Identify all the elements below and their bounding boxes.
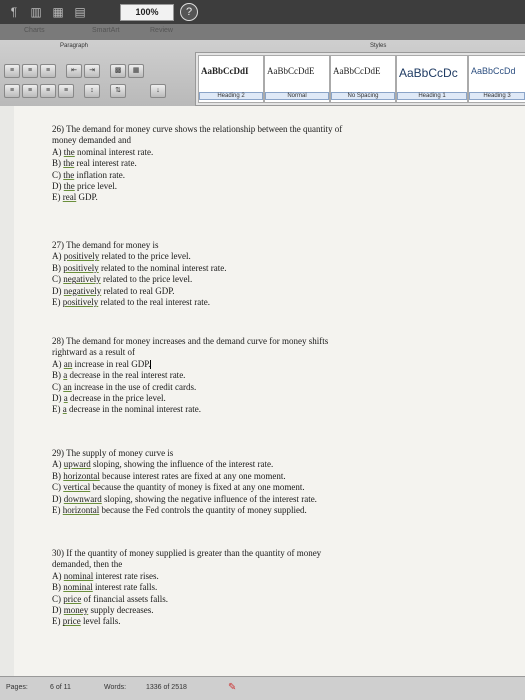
- option-text: real interest rate.: [74, 158, 137, 169]
- option-text: related to the real interest rate.: [98, 297, 210, 308]
- option-text: B): [52, 582, 61, 593]
- answer-option: [52, 274, 226, 285]
- answer-option: [52, 594, 321, 605]
- option-text: C): [52, 381, 61, 392]
- answer-option: [52, 616, 321, 627]
- option-text: related to the price level.: [100, 274, 193, 285]
- answer-option: [52, 170, 342, 181]
- option-text: interest rate rises.: [93, 570, 159, 581]
- text-cursor: [150, 360, 151, 369]
- underlined-word: horizontal: [63, 470, 100, 481]
- top-toolbar: [0, 0, 525, 24]
- numbering-icon[interactable]: ≡: [22, 64, 38, 78]
- align-left-icon[interactable]: ≡: [4, 84, 20, 98]
- option-text: E): [52, 505, 61, 516]
- underlined-word: the: [63, 158, 75, 169]
- tab-review[interactable]: Review: [150, 27, 173, 34]
- option-text: because the Fed controls the quantity of money supplied.: [99, 505, 307, 516]
- sidebar-icon[interactable]: ▥: [30, 5, 42, 19]
- words-count[interactable]: 1336 of 2518: [146, 684, 187, 691]
- align-right-icon[interactable]: ≡: [40, 84, 56, 98]
- option-text: decrease in the nominal interest rate.: [66, 404, 201, 415]
- option-text: D): [52, 181, 62, 192]
- shading-icon[interactable]: ▩: [110, 64, 126, 78]
- pages-label: Pages:: [6, 684, 28, 691]
- answer-option: [52, 251, 226, 262]
- answer-option: [52, 263, 226, 274]
- underlined-word: negatively: [63, 285, 102, 296]
- answer-option: [52, 494, 317, 505]
- underlined-word: a: [63, 370, 68, 381]
- help-icon[interactable]: ?: [180, 3, 198, 21]
- underlined-word: a: [62, 404, 67, 415]
- question-stem: 29) The supply of money curve is: [52, 448, 174, 458]
- answer-option: [52, 359, 328, 370]
- answer-option: [52, 404, 328, 415]
- answer-option: [52, 571, 321, 582]
- style-heading-2[interactable]: AaBbCcDdI Heading 2: [198, 55, 264, 103]
- option-text: D): [52, 493, 62, 504]
- option-text: decrease in the price level.: [67, 393, 166, 404]
- paragraph-group-label: Paragraph: [60, 43, 89, 49]
- underlined-word: a: [63, 393, 68, 404]
- answer-option: [52, 505, 317, 516]
- underlined-word: price: [63, 593, 82, 604]
- underlined-word: price: [62, 616, 81, 627]
- underlined-word: vertical: [63, 482, 91, 493]
- answer-option: [52, 192, 342, 203]
- answer-option: [52, 158, 342, 169]
- words-label: Words:: [104, 684, 127, 691]
- option-text: E): [52, 404, 61, 415]
- answer-option: [52, 382, 328, 393]
- option-text: sloping, showing the negative influence of the interest rate.: [101, 493, 317, 504]
- line-spacing-icon[interactable]: ↕: [84, 84, 100, 98]
- option-text: because interest rates are fixed at any one moment.: [99, 470, 286, 481]
- style-no-spacing[interactable]: AaBbCcDdE No Spacing: [330, 55, 396, 103]
- option-text: supply decreases.: [88, 605, 154, 616]
- align-center-icon[interactable]: ≡: [22, 84, 38, 98]
- ribbon-tabs: [0, 24, 525, 40]
- proofing-icon[interactable]: ✎: [228, 682, 237, 693]
- underlined-word: horizontal: [62, 505, 100, 516]
- underlined-word: real: [62, 192, 77, 203]
- option-text: increase in the use of credit cards.: [71, 381, 197, 392]
- answer-option: [52, 482, 317, 493]
- sort-icon[interactable]: ↓: [150, 84, 166, 98]
- option-text: A): [52, 146, 62, 157]
- question-stem: 30) If the quantity of money supplied is greater than the quantity of money: [52, 548, 322, 558]
- underlined-word: money: [63, 605, 89, 616]
- pilcrow-icon[interactable]: ¶: [10, 5, 18, 19]
- question-27: [52, 240, 226, 308]
- option-text: increase in real GDP.: [72, 358, 151, 369]
- option-text: related to real GDP.: [101, 285, 175, 296]
- underlined-word: positively: [62, 297, 99, 308]
- option-text: A): [52, 358, 62, 369]
- ribbon: [0, 40, 525, 107]
- question-stem: demanded, then the: [52, 559, 123, 570]
- option-text: D): [52, 605, 62, 616]
- option-text: sloping, showing the influence of the interest rate.: [90, 459, 274, 470]
- option-text: D): [52, 393, 62, 404]
- answer-option: [52, 605, 321, 616]
- question-stem: rightward as a result of: [52, 347, 135, 358]
- option-text: E): [52, 616, 61, 627]
- answer-option: [52, 471, 317, 482]
- option-text: C): [52, 482, 61, 493]
- option-text: B): [52, 470, 61, 481]
- multilevel-list-icon[interactable]: ≡: [40, 64, 56, 78]
- option-text: nominal interest rate.: [74, 146, 154, 157]
- answer-option: [52, 181, 342, 192]
- underlined-word: negatively: [63, 274, 101, 285]
- style-heading-1[interactable]: AaBbCcDc Heading 1: [396, 55, 468, 103]
- option-text: because the quantity of money is fixed at any one moment.: [90, 482, 305, 493]
- option-text: A): [52, 251, 62, 262]
- question-stem: money demanded and: [52, 135, 131, 146]
- option-text: GDP.: [76, 192, 98, 203]
- text-direction-icon[interactable]: ⇅: [110, 84, 126, 98]
- option-text: A): [52, 570, 62, 581]
- option-text: C): [52, 593, 61, 604]
- underlined-word: the: [63, 181, 75, 192]
- underlined-word: the: [63, 146, 75, 157]
- justify-icon[interactable]: ≡: [58, 84, 74, 98]
- zoom-field[interactable]: 100%: [120, 4, 174, 21]
- underlined-word: nominal: [63, 570, 94, 581]
- option-text: of financial assets falls.: [81, 593, 168, 604]
- underlined-word: upward: [63, 459, 91, 470]
- question-30: [52, 548, 321, 628]
- borders-icon[interactable]: ▦: [128, 64, 144, 78]
- question-stem: 26) The demand for money curve shows the relationship between the quantity of: [52, 124, 343, 134]
- option-text: related to the nominal interest rate.: [98, 262, 227, 273]
- question-stem: 28) The demand for money increases and the demand curve for money shifts: [52, 336, 329, 346]
- option-text: level falls.: [80, 616, 121, 627]
- option-text: decrease in the real interest rate.: [67, 370, 186, 381]
- question-29: [52, 448, 317, 516]
- answer-option: [52, 147, 342, 158]
- status-bar: [0, 676, 525, 700]
- option-text: inflation rate.: [74, 169, 125, 180]
- answer-option: [52, 459, 317, 470]
- document-area: [0, 106, 525, 676]
- tab-smartart[interactable]: SmartArt: [92, 27, 120, 34]
- answer-option: [52, 582, 321, 593]
- increase-indent-icon[interactable]: ⇥: [84, 64, 100, 78]
- underlined-word: positively: [63, 262, 99, 273]
- question-stem: 27) The demand for money is: [52, 240, 159, 250]
- option-text: interest rate falls.: [92, 582, 158, 593]
- underlined-word: the: [63, 169, 75, 180]
- underlined-word: nominal: [63, 582, 93, 593]
- answer-option: [52, 393, 328, 404]
- option-text: B): [52, 158, 61, 169]
- gallery-icon[interactable]: ▦: [52, 5, 64, 19]
- underlined-word: an: [63, 358, 73, 369]
- tab-charts[interactable]: Charts: [24, 27, 45, 34]
- option-text: price level.: [74, 181, 117, 192]
- option-text: B): [52, 262, 61, 273]
- answer-option: [52, 297, 226, 308]
- underlined-word: downward: [63, 493, 102, 504]
- bullets-icon[interactable]: ≡: [4, 64, 20, 78]
- answer-option: [52, 370, 328, 381]
- option-text: C): [52, 169, 61, 180]
- option-text: related to the price level.: [99, 251, 191, 262]
- option-text: E): [52, 297, 61, 308]
- question-26: [52, 124, 342, 204]
- option-text: A): [52, 459, 62, 470]
- styles-group-label: Styles: [370, 43, 387, 49]
- style-normal[interactable]: AaBbCcDdE Normal: [264, 55, 330, 103]
- style-heading-3[interactable]: AaBbCcDd Heading 3: [468, 55, 525, 103]
- option-text: E): [52, 192, 61, 203]
- underlined-word: an: [63, 381, 72, 392]
- answer-option: [52, 286, 226, 297]
- question-28: [52, 336, 328, 416]
- styles-gallery: [195, 52, 525, 106]
- option-text: C): [52, 274, 61, 285]
- document-page[interactable]: [14, 106, 525, 676]
- pages-count[interactable]: 6 of 11: [50, 684, 71, 691]
- option-text: D): [52, 285, 62, 296]
- decrease-indent-icon[interactable]: ⇤: [66, 64, 82, 78]
- underlined-word: positively: [63, 251, 100, 262]
- grid-icon[interactable]: ▤: [74, 5, 86, 19]
- option-text: B): [52, 370, 61, 381]
